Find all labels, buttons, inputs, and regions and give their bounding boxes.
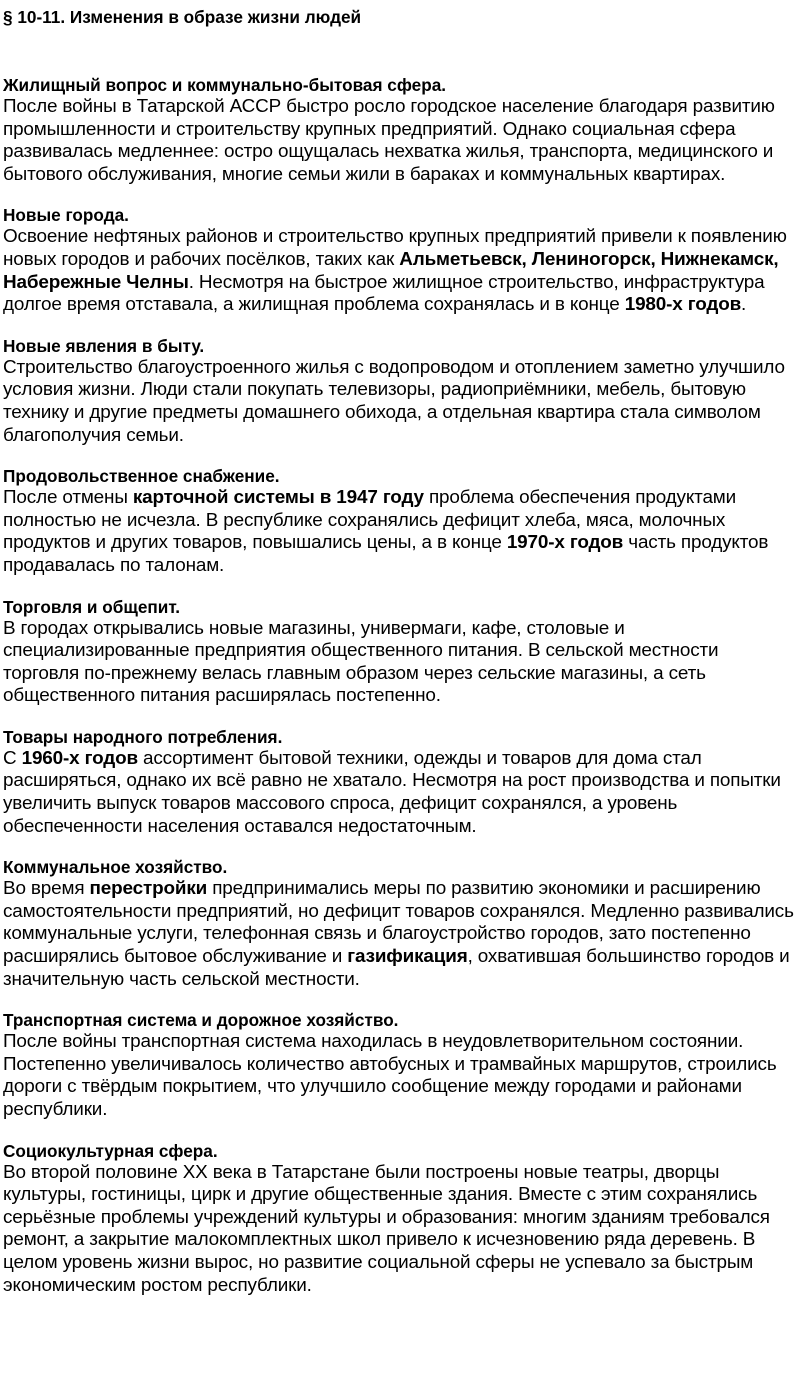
section-heading: Товары народного потребления. [3,726,283,747]
text-run: . [741,294,747,316]
text-run: ассортимент бытовой техники, одежды и товаров для дома стал расширяться, однако их всё равно не хватало. Несмотря на рост производства и попытки увеличить выпуск товаров массового спроса, дефицит сохранялся, а уровень обеспеченности населения оставался недостаточным. [3,747,781,837]
section-text [3,1162,796,1298]
bold-text-run: 1980-х годов [624,294,742,316]
section-heading: Торговля и общепит. [3,596,181,617]
text-run: проблема обеспечения продуктами полностью не исчезла. В республике сохранялись дефицит хлеба, мяса, молочных продуктов и других товаров, повышались цены, а в конце [3,487,737,554]
section-text [3,487,796,577]
bold-text-run: карточной системы в 1947 году [132,487,424,509]
text-run: Строительство благоустроенного жилья с водопроводом и отоплением заметно улучшило условия жизни. Люди стали покупать телевизоры, радиоприёмники, мебель, бытовую технику и другие предметы домашнего обихода, а отдельная квартира стала символом благополучия семьи. [3,356,785,446]
text-run: После войны в Татарской АССР быстро росло городское население благодаря развитию промышленности и строительству крупных предприятий. Однако социальная сфера развивалась медленнее: остро ощущалась нехватка жилья, транспорта, медицинского и бытового обслуживания, многие семьи жили в бараках и коммунальных квартирах. [3,96,775,185]
bold-text-run: 1960-х годов [21,747,138,769]
text-run: предпринимались меры по развитию экономики и расширению самостоятельности предприятий, но дефицит товаров сохранялся. Медленно развивались коммунальные услуги, телефонная связь и благоустройство городов, зато постепенно расширялись бытовое обслуживание и [3,878,794,968]
section-food-supply [3,465,796,577]
bold-text-run: 1970-х годов [506,532,624,554]
section-heading: Новые города. [3,205,129,226]
section-text [3,357,796,447]
section-housing [3,74,796,186]
section-text [3,96,796,186]
text-run: часть продуктов продавалась по талонам. [3,532,769,576]
text-run: В городах открывались новые магазины, универмаги, кафе, столовые и специализированные предприятия общественного питания. В сельской местности торговля по-прежнему велась главным образом через сельские магазины, а сеть общественного питания расширялась постепенно. [3,617,719,707]
section-heading: Продовольственное снабжение. [3,466,280,487]
bold-text-run: газификация [347,946,468,968]
section-heading: Социокультурная сфера. [3,1140,218,1161]
section-culture [3,1140,796,1298]
section-text [3,226,796,316]
section-heading: Жилищный вопрос и коммунально-бытовая сфера. [3,75,447,95]
section-consumer-goods [3,726,796,838]
text-run: Во второй половине XX века в Татарстане были построены новые театры, дворцы культуры, гостиницы, цирк и другие общественные здания. Вместе с этим сохранялись серьёзные проблемы учреждений культуры и образования: многим зданиям требовался ремонт, а закрытие малокомплектных школ привело к исчезновению ряда деревень. В целом уровень жизни вырос, но развитие социальной сферы не успевало за быстрым экономическим ростом республики. [3,1161,770,1296]
text-run: Освоение нефтяных районов и строительство крупных предприятий привели к появлению новых городов и рабочих посёлков, таких как [3,226,787,270]
section-text [3,748,796,838]
section-text [3,618,796,708]
section-text [3,878,796,991]
section-new-cities [3,204,796,316]
text-run: С [3,747,22,769]
text-run: , охватившая большинство городов и значительную часть сельской местности. [3,946,790,990]
text-run: После отмены [3,487,133,509]
bold-text-run: перестройки [89,878,208,900]
section-everyday-life [3,335,796,447]
text-run: После войны транспортная система находилась в неудовлетворительном состоянии. Постепенно увеличивалось количество автобусных и трамвайных маршрутов, строились дороги с твёрдым покрытием, что улучшило сообщение между городами и районами республики. [3,1031,777,1120]
section-heading: Транспортная система и дорожное хозяйство. [3,1010,399,1031]
section-utilities [3,856,796,991]
section-heading: Коммунальное хозяйство. [3,857,228,878]
page-title: § 10-11. Изменения в образе жизни людей [3,7,362,27]
text-run: Во время [3,878,90,900]
section-trade [3,596,796,708]
bold-text-run: Альметьевск, Лениногорск, Нижнекамск, Набережные Челны [3,248,779,293]
section-transport [3,1009,796,1121]
section-text [3,1031,796,1121]
text-run: . Несмотря на быстрое жилищное строительство, инфраструктура долгое время отставала, а жилищная проблема сохранялась и в конце [3,271,765,316]
section-heading: Новые явления в быту. [3,335,205,356]
